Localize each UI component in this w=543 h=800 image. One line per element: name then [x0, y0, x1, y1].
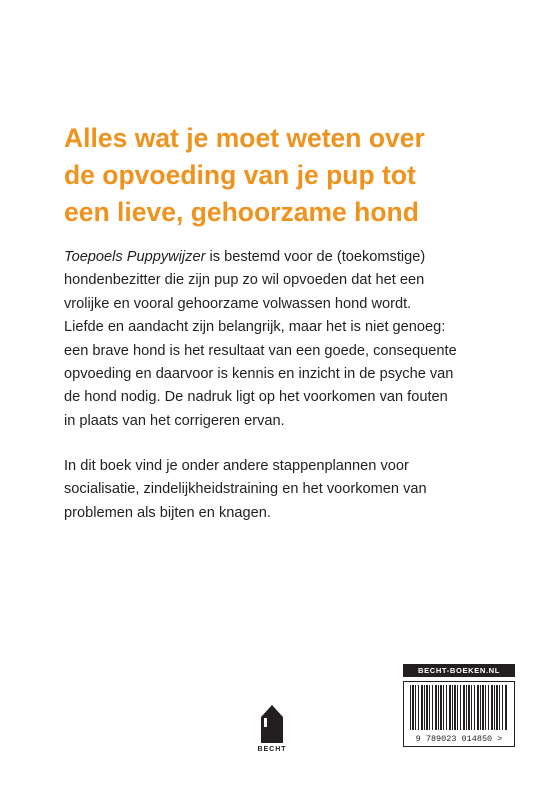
paragraph-line: in plaats van het corrigeren ervan.	[64, 412, 285, 429]
paragraph-line: socialisatie, zindelijkheidstraining en het voorkomen van	[64, 481, 427, 498]
barcode-block	[403, 664, 515, 747]
headline-line: de opvoeding van je pup tot	[64, 160, 416, 190]
book-title: Toepoels Puppywijzer	[64, 249, 206, 265]
house-logo-icon	[261, 705, 283, 743]
isbn-barcode	[403, 681, 515, 747]
description-paragraph	[64, 246, 494, 433]
barcode-bars	[410, 685, 508, 730]
paragraph-line-text: is bestemd voor de (toekomstige)	[205, 249, 426, 265]
contents-paragraph	[64, 455, 494, 525]
website-label: BECHT-BOEKEN.NL	[403, 664, 515, 677]
publisher-name: BECHT	[257, 746, 287, 753]
paragraph-line: vrolijke en vooral gehoorzame volwassen hond wordt.	[64, 295, 412, 312]
headline-line: een lieve, gehoorzame hond	[64, 197, 419, 227]
paragraph-line: Liefde en aandacht zijn belangrijk, maar het is niet genoeg:	[64, 319, 446, 336]
paragraph-line: opvoeding en daarvoor is kennis en inzicht in de psyche van	[64, 366, 454, 383]
publisher-logo	[245, 705, 299, 753]
isbn-number: 9 789023 014850 >	[415, 734, 503, 744]
paragraph-line: de hond nodig. De nadruk ligt op het voorkomen van fouten	[64, 389, 448, 406]
paragraph-line: hondenbezitter die zijn pup zo wil opvoeden dat het een	[64, 272, 425, 289]
headline-line: Alles wat je moet weten over	[64, 123, 425, 153]
paragraph-line: problemen als bijten en knagen.	[64, 504, 271, 521]
paragraph-line	[64, 246, 494, 269]
paragraph-line: In dit boek vind je onder andere stappenplannen voor	[64, 458, 409, 474]
headline	[64, 120, 504, 231]
paragraph-line: een brave hond is het resultaat van een goede, consequente	[64, 342, 457, 359]
